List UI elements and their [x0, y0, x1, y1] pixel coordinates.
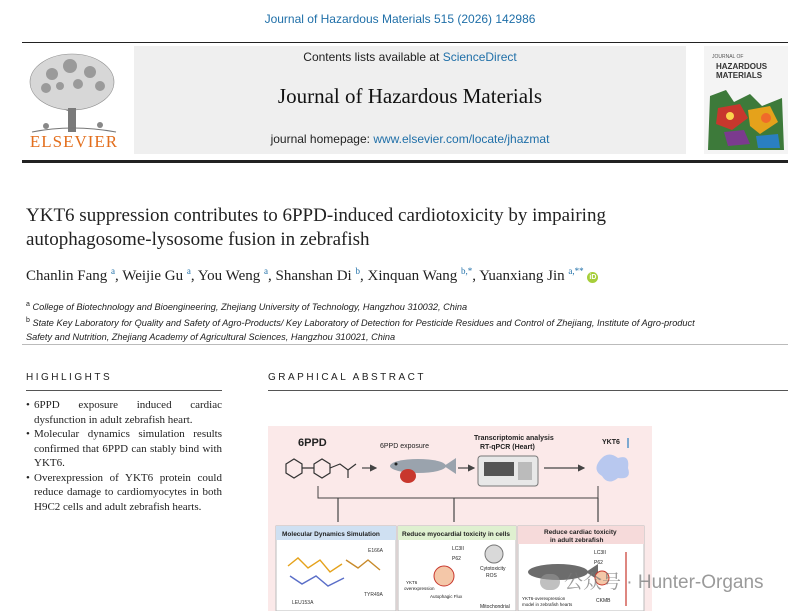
zebrafish-icon	[390, 458, 456, 483]
ga-box3-title-1: Reduce cardiac toxicity	[544, 529, 617, 536]
publisher-name: ELSEVIER	[29, 132, 119, 151]
ga-mito-label: Mitochondrial	[480, 604, 510, 610]
ga-ros-label: ROS	[486, 573, 497, 579]
sciencedirect-link[interactable]: ScienceDirect	[442, 50, 517, 64]
author[interactable]: Weijie Gu $^a$	[122, 266, 191, 284]
homepage-line	[134, 132, 686, 146]
graphical-abstract-heading: GRAPHICAL ABSTRACT	[268, 372, 426, 383]
journal-title: Journal of Hazardous Materials	[277, 84, 543, 108]
ga-p62-label-2: P62	[594, 560, 603, 566]
author[interactable]: Chanlin Fang $^a$	[26, 266, 115, 284]
journal-homepage-link[interactable]: www.elsevier.com/locate/jhazmat	[373, 132, 550, 146]
ga-flux-label: Autophagic Flux	[430, 594, 463, 599]
section-divider	[22, 344, 788, 345]
ga-zf-model2-label: model in zebrafish hearts	[522, 602, 573, 607]
highlights-heading: HIGHLIGHTS	[26, 372, 113, 383]
affiliation-a: $^a$ College of Biotechnology and Bioengineering, Zhejiang University of Technology, Hangzhou 310032, China	[26, 301, 468, 313]
ga-ykt6-over-label: YKT6	[406, 580, 418, 585]
protein-icon	[596, 454, 628, 481]
ga-lc3-label: LC3II	[452, 546, 464, 552]
affiliation-b: $^b$ State Key Laboratory for Quality and Safety of Agro-Products/ Key Laboratory of Detection for Pesticide Residues and Control of Zhejiang, Institute of Agro-product Safety and Nutrition, Zhejiang Academy of Agricultural Sciences, Hangzhou 310021, China	[26, 317, 695, 343]
header-bottom-rule	[22, 160, 788, 163]
orcid-icon[interactable]: iD	[589, 274, 597, 281]
author-list: Chanlin Fang $^a$, Weijie Gu $^a$, You Weng $^a$, Shanshan Di $^b$, Xinquan Wang $^{b,*}$, Yuanxiang Jin $^{a,**}$ iD	[26, 266, 597, 284]
highlights-rule	[26, 390, 222, 391]
ga-residue-1: E166A	[368, 548, 384, 554]
ga-ckmb-label: CKMB	[596, 598, 611, 604]
highlight-item: • 6PPD exposure induced cardiac dysfunction in adult zebrafish heart.	[26, 398, 222, 427]
ga-residue-3: TYR49A	[364, 592, 383, 598]
ga-box3-title-2: in adult zebrafish	[550, 537, 604, 544]
pcr-machine-icon	[478, 456, 538, 486]
author[interactable]: Yuanxiang Jin $^{a,**}$	[479, 266, 584, 284]
molecule-structure-icon	[286, 459, 356, 478]
cover-title-line2: MATERIALS	[716, 71, 763, 80]
cytotoxicity-icon	[485, 545, 503, 563]
ga-rtqpcr-label: RT-qPCR (Heart)	[480, 444, 535, 451]
wechat-watermark: 公众号 · Hunter-Organs	[540, 567, 764, 594]
ga-cytotox-label: Cytotoxicity	[480, 566, 506, 572]
ga-box2-title: Reduce myocardial toxicity in cells	[402, 531, 511, 538]
cover-art	[704, 46, 788, 154]
cell-icon	[434, 566, 454, 586]
ga-target-label: YKT6	[602, 439, 620, 446]
article-title: YKT6 suppression contributes to 6PPD-induced cardiotoxicity by impairing autophagosome-lysosome fusion in zebrafish	[26, 205, 606, 250]
highlight-item: • Molecular dynamics simulation results confirmed that 6PPD can stably bind with YKT6.	[26, 427, 222, 471]
journal-citation[interactable]: Journal of Hazardous Materials 515 (2026) 142986	[264, 12, 536, 26]
ga-residue-2: LEU153A	[292, 600, 314, 606]
wechat-icon	[540, 574, 560, 590]
highlight-item: • Overexpression of YKT6 protein could reduce damage to cardiomyocytes in both H9C2 cells and adult zebrafish hearts.	[26, 471, 222, 515]
ga-zf-model-label: YKT6-overexpression	[522, 596, 566, 601]
header-top-rule	[22, 42, 788, 43]
journal-cover-thumbnail[interactable]	[704, 46, 788, 154]
affiliations	[26, 298, 706, 344]
ga-transcriptomic-label: Transcriptomic analysis	[474, 435, 554, 442]
contents-line	[134, 50, 686, 64]
homepage-prefix: journal homepage:	[270, 132, 374, 146]
author[interactable]: Xinquan Wang $^{b,*}$	[367, 266, 473, 284]
author[interactable]: You Weng $^a$	[197, 266, 268, 284]
ga-lc3-label-2: LC3II	[594, 550, 606, 556]
highlights-list	[26, 398, 222, 514]
ga-p62-label: P62	[452, 556, 461, 562]
cover-title-line1: HAZARDOUS	[716, 62, 768, 71]
cover-subtitle: JOURNAL OF	[712, 54, 744, 60]
graphical-abstract-rule	[268, 390, 788, 391]
author[interactable]: Shanshan Di $^b$	[275, 266, 360, 284]
contents-prefix: Contents lists available at	[303, 50, 443, 64]
journal-masthead	[134, 46, 686, 154]
ga-compound-label: 6PPD	[298, 437, 327, 449]
ga-overexp-label: overexpression	[404, 586, 435, 591]
ga-exposure-label: 6PPD exposure	[380, 443, 430, 450]
ga-box1-title: Molecular Dynamics Simulation	[282, 531, 380, 538]
